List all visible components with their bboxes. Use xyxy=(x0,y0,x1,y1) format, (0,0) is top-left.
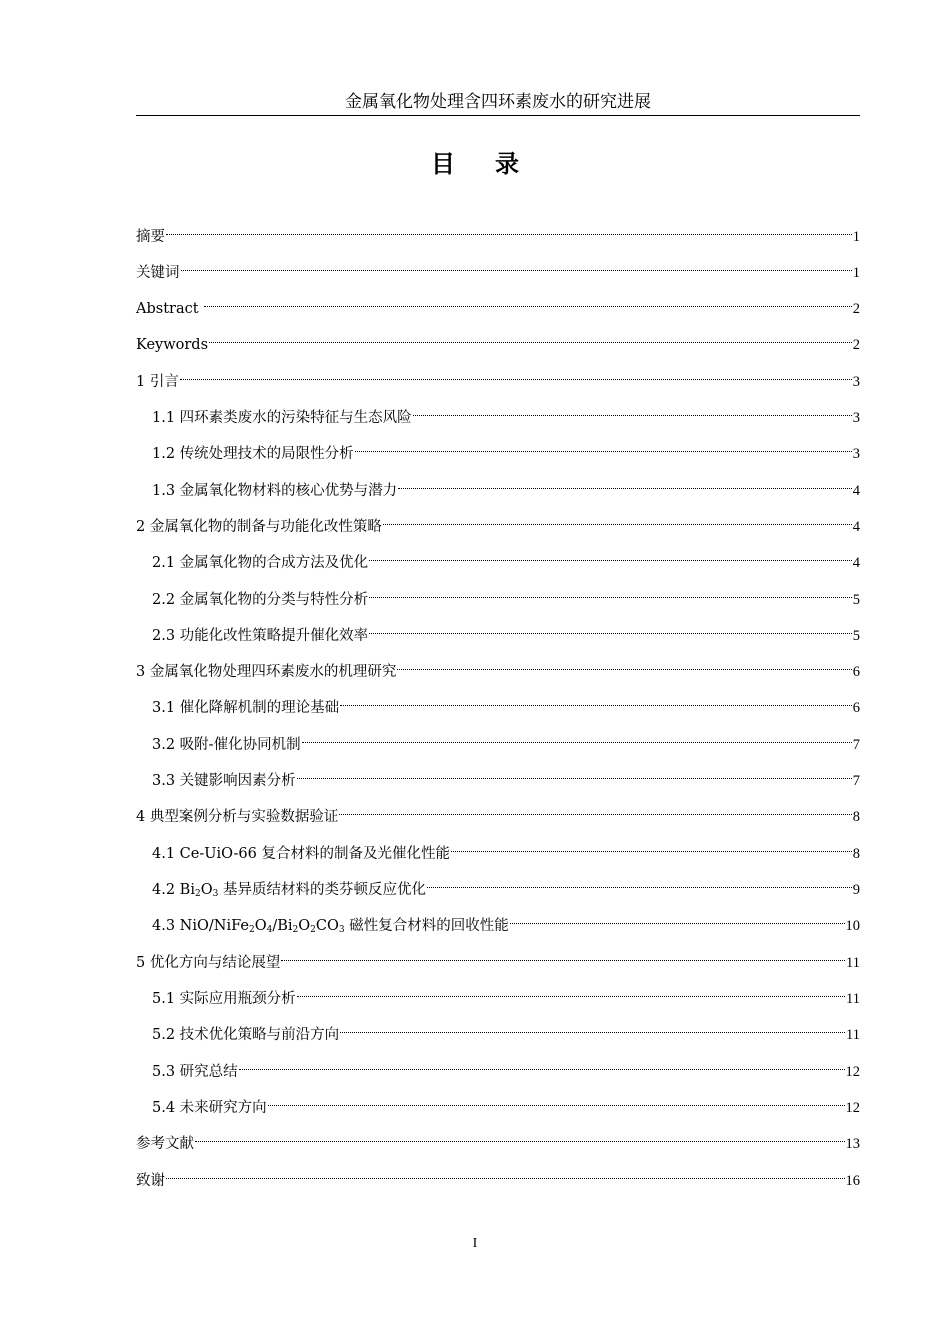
toc-entry-page: 8 xyxy=(852,846,860,862)
toc-entry-4-3[interactable] xyxy=(152,905,860,935)
toc-title: 目录 xyxy=(431,149,559,178)
toc-entry-label: 5.1 实际应用瓶颈分析 xyxy=(152,991,296,1007)
toc-entry-page: 9 xyxy=(852,882,860,898)
toc-entry-label: 3 金属氧化物处理四环素废水的机理研究 xyxy=(136,664,397,680)
toc-entry-section-1[interactable] xyxy=(136,361,860,390)
toc-entry-label: 4.2 $Bi_2O_3$ 基异质结材料的类芬顿反应优化 xyxy=(152,882,426,899)
dot-leader xyxy=(369,573,852,598)
toc-entry-label: 关键词 xyxy=(136,265,180,281)
toc-entry-page: 5 xyxy=(852,592,860,608)
dot-leader xyxy=(340,1008,845,1033)
toc-entry-label: 5.2 技术优化策略与前沿方向 xyxy=(152,1027,340,1043)
toc-entry-label: 2.3 功能化改性策略提升催化效率 xyxy=(152,628,369,644)
toc-entry-2-2[interactable] xyxy=(152,579,860,608)
page-number: I xyxy=(472,1236,478,1251)
toc-entry-page: 12 xyxy=(845,1100,860,1116)
toc-entry-keywords-cn[interactable] xyxy=(136,252,860,281)
toc-entry-label: 4 典型案例分析与实验数据验证 xyxy=(136,809,339,825)
toc-entry-page: 2 xyxy=(852,337,860,353)
dot-leader xyxy=(297,754,852,779)
toc-entry-page: 2 xyxy=(852,301,860,317)
toc-entry-label: 参考文献 xyxy=(136,1136,194,1152)
dot-leader xyxy=(369,536,852,561)
dot-leader xyxy=(369,609,852,634)
dot-leader xyxy=(166,210,852,235)
dot-leader xyxy=(413,391,852,416)
toc-entry-page: 1 xyxy=(852,265,860,281)
page-header: 金属氧化物处理含四环素废水的研究进展 xyxy=(136,90,860,116)
toc-entry-5-1[interactable] xyxy=(152,978,860,1007)
toc-entry-label: 1.3 金属氧化物材料的核心优势与潜力 xyxy=(152,483,398,499)
toc-entry-page: 4 xyxy=(852,519,860,535)
dot-leader xyxy=(510,899,845,924)
toc-entry-3-2[interactable] xyxy=(152,724,860,753)
toc-entry-4-2[interactable] xyxy=(152,869,860,899)
dot-leader xyxy=(180,355,852,380)
toc-entry-label: 4.3 NiO/$NiFe_2O_4/Bi_2O_2CO_3$ 磁性复合材料的回收性能 xyxy=(152,918,509,935)
dot-leader xyxy=(355,427,852,452)
toc-entry-page: 12 xyxy=(845,1064,860,1080)
toc-entry-label: 1.1 四环素类废水的污染特征与生态风险 xyxy=(152,410,412,426)
toc-entry-label: 3.2 吸附-催化协同机制 xyxy=(152,737,301,753)
toc-entry-page: 11 xyxy=(846,991,860,1007)
toc-entry-label: 1 引言 xyxy=(136,374,179,390)
toc-entry-page: 8 xyxy=(852,809,860,825)
toc-entry-5-4[interactable] xyxy=(152,1087,860,1116)
toc-entry-page: 6 xyxy=(852,700,860,716)
toc-entry-abstract-cn[interactable] xyxy=(136,216,860,245)
dot-leader xyxy=(427,863,852,888)
toc-entry-keywords[interactable] xyxy=(136,324,860,353)
toc-entry-3-3[interactable] xyxy=(152,760,860,789)
toc-entry-label: 3.3 关键影响因素分析 xyxy=(152,773,296,789)
dot-leader xyxy=(204,282,852,307)
dot-leader xyxy=(195,1117,845,1142)
dot-leader xyxy=(340,681,852,706)
toc-entry-4-1[interactable] xyxy=(152,833,860,862)
toc-entry-page: 6 xyxy=(852,664,860,680)
toc-entry-section-4[interactable] xyxy=(136,796,860,825)
toc-entry-page: 7 xyxy=(852,773,860,789)
toc-entry-1-1[interactable] xyxy=(152,397,860,426)
toc-entry-label: 摘要 xyxy=(136,229,165,245)
dot-leader xyxy=(281,936,845,961)
toc-entry-5-3[interactable] xyxy=(152,1051,860,1080)
toc-entry-2-3[interactable] xyxy=(152,615,860,644)
dot-leader xyxy=(209,318,852,343)
toc-entry-page: 13 xyxy=(845,1136,860,1152)
toc-entry-label: Abstract xyxy=(136,301,204,317)
toc-entry-references[interactable] xyxy=(136,1123,860,1152)
dot-leader xyxy=(398,464,852,489)
toc-entry-abstract[interactable] xyxy=(136,288,860,317)
toc-entry-section-5[interactable] xyxy=(136,942,860,971)
toc-entry-page: 11 xyxy=(846,1027,860,1043)
toc-entry-page: 16 xyxy=(845,1173,860,1189)
toc-entry-page: 1 xyxy=(852,229,860,245)
toc-entry-page: 10 xyxy=(845,918,860,934)
toc-entry-label: 5 优化方向与结论展望 xyxy=(136,955,281,971)
dot-leader xyxy=(383,500,852,525)
toc-entry-label: 5.4 未来研究方向 xyxy=(152,1100,267,1116)
dot-leader xyxy=(302,718,852,743)
toc-entry-section-3[interactable] xyxy=(136,651,860,680)
toc-entry-label: 5.3 研究总结 xyxy=(152,1064,238,1080)
toc-entry-page: 3 xyxy=(852,374,860,390)
toc-entry-5-2[interactable] xyxy=(152,1014,860,1043)
toc-entry-page: 4 xyxy=(852,555,860,571)
dot-leader xyxy=(166,1154,845,1179)
toc-entry-page: 7 xyxy=(852,737,860,753)
toc-entry-label: 2.1 金属氧化物的合成方法及优化 xyxy=(152,555,369,571)
toc-entry-label: 1.2 传统处理技术的局限性分析 xyxy=(152,446,354,462)
toc-entry-label: 3.1 催化降解机制的理论基础 xyxy=(152,700,340,716)
dot-leader xyxy=(239,1045,845,1070)
toc-entry-label: 2 金属氧化物的制备与功能化改性策略 xyxy=(136,519,382,535)
toc-entry-page: 4 xyxy=(852,483,860,499)
toc-entry-label: 4.1 Ce-UiO-66 复合材料的制备及光催化性能 xyxy=(152,846,450,862)
toc-entry-page: 3 xyxy=(852,446,860,462)
toc-entry-2-1[interactable] xyxy=(152,542,860,571)
dot-leader xyxy=(339,790,851,815)
dot-leader xyxy=(451,827,852,852)
dot-leader xyxy=(397,645,851,670)
toc-entry-1-3[interactable] xyxy=(152,470,860,499)
toc-entry-section-2[interactable] xyxy=(136,506,860,535)
dot-leader xyxy=(297,972,845,997)
toc-entry-1-2[interactable] xyxy=(152,433,860,462)
toc-entry-3-1[interactable] xyxy=(152,687,860,716)
toc-entry-label: 2.2 金属氧化物的分类与特性分析 xyxy=(152,592,369,608)
toc-entry-page: 11 xyxy=(846,955,860,971)
toc-entry-label: 致谢 xyxy=(136,1173,165,1189)
toc-entry-acknowledgements[interactable] xyxy=(136,1160,860,1189)
dot-leader xyxy=(181,246,852,271)
toc-entry-label: Keywords xyxy=(136,337,209,353)
toc-entry-page: 5 xyxy=(852,628,860,644)
toc-entry-page: 3 xyxy=(852,410,860,426)
dot-leader xyxy=(268,1081,845,1106)
